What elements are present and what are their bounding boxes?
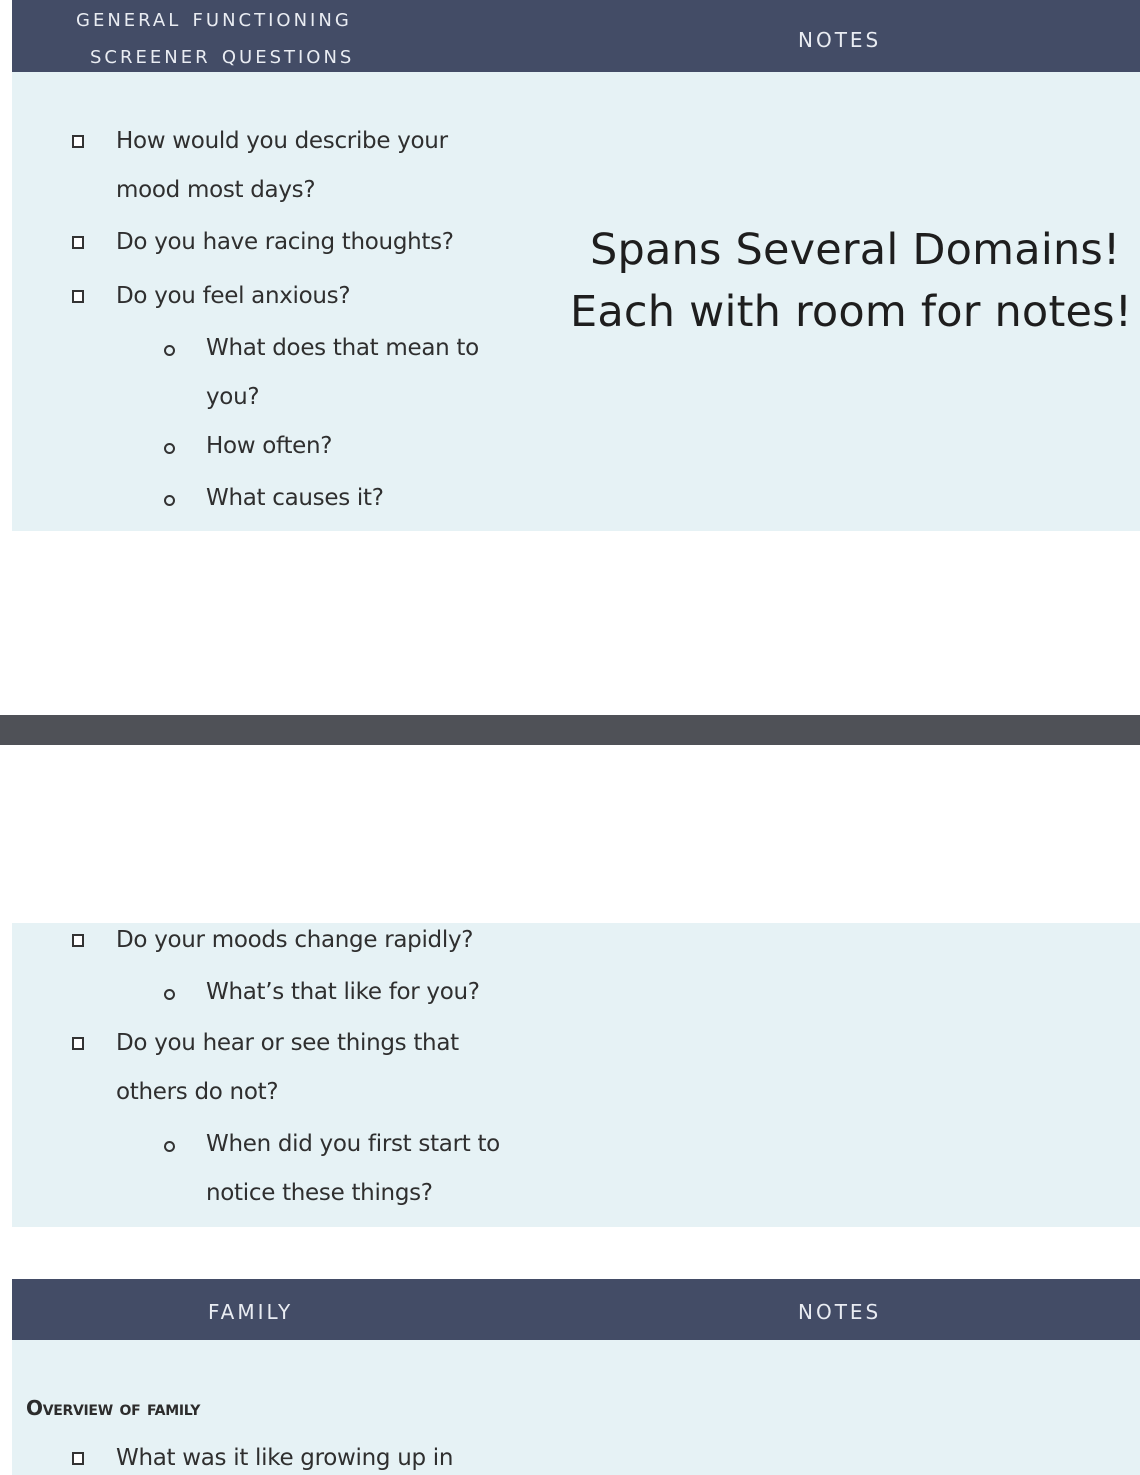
header-title-line-1: general functioning xyxy=(76,3,352,33)
section-header-family xyxy=(12,1279,1140,1340)
checkbox-icon[interactable] xyxy=(72,1452,84,1465)
question-text: Do your moods change rapidly? xyxy=(116,927,474,953)
question-text: Do you feel anxious? xyxy=(116,283,351,309)
section-header-general-functioning xyxy=(12,0,1140,72)
question-text: mood most days? xyxy=(116,177,316,203)
circle-bullet-icon xyxy=(164,345,175,356)
sub-question-text: When did you first start to xyxy=(206,1131,500,1157)
sub-question-text: you? xyxy=(206,384,260,410)
header-family-label: family xyxy=(208,1293,294,1326)
page-divider xyxy=(0,715,1140,745)
header-notes-label: notes xyxy=(798,1293,882,1326)
sub-question-text: notice these things? xyxy=(206,1180,433,1206)
checkbox-icon[interactable] xyxy=(72,290,84,303)
question-text: Do you hear or see things that xyxy=(116,1030,459,1056)
checkbox-icon[interactable] xyxy=(72,135,84,148)
question-text: How would you describe your xyxy=(116,128,448,154)
circle-bullet-icon xyxy=(164,1141,175,1152)
header-title-line-2: screener questions xyxy=(90,40,355,70)
sub-question-text: How often? xyxy=(206,433,333,459)
checkbox-icon[interactable] xyxy=(72,934,84,947)
family-subheading: Overview of family xyxy=(26,1396,201,1420)
circle-bullet-icon xyxy=(164,989,175,1000)
question-text: Do you have racing thoughts? xyxy=(116,229,454,255)
checkbox-icon[interactable] xyxy=(72,1037,84,1050)
checkbox-icon[interactable] xyxy=(72,236,84,249)
circle-bullet-icon xyxy=(164,495,175,506)
section-body-continued xyxy=(12,923,1140,1227)
circle-bullet-icon xyxy=(164,443,175,454)
question-text: others do not? xyxy=(116,1079,279,1105)
sub-question-text: What does that mean to xyxy=(206,335,479,361)
sub-question-text: What’s that like for you? xyxy=(206,979,480,1005)
question-text: What was it like growing up in xyxy=(116,1445,454,1471)
callout-line-1: Spans Several Domains! xyxy=(590,225,1121,275)
callout-line-2: Each with room for notes! xyxy=(570,287,1133,337)
header-notes-label: notes xyxy=(798,21,882,54)
sub-question-text: What causes it? xyxy=(206,485,384,511)
